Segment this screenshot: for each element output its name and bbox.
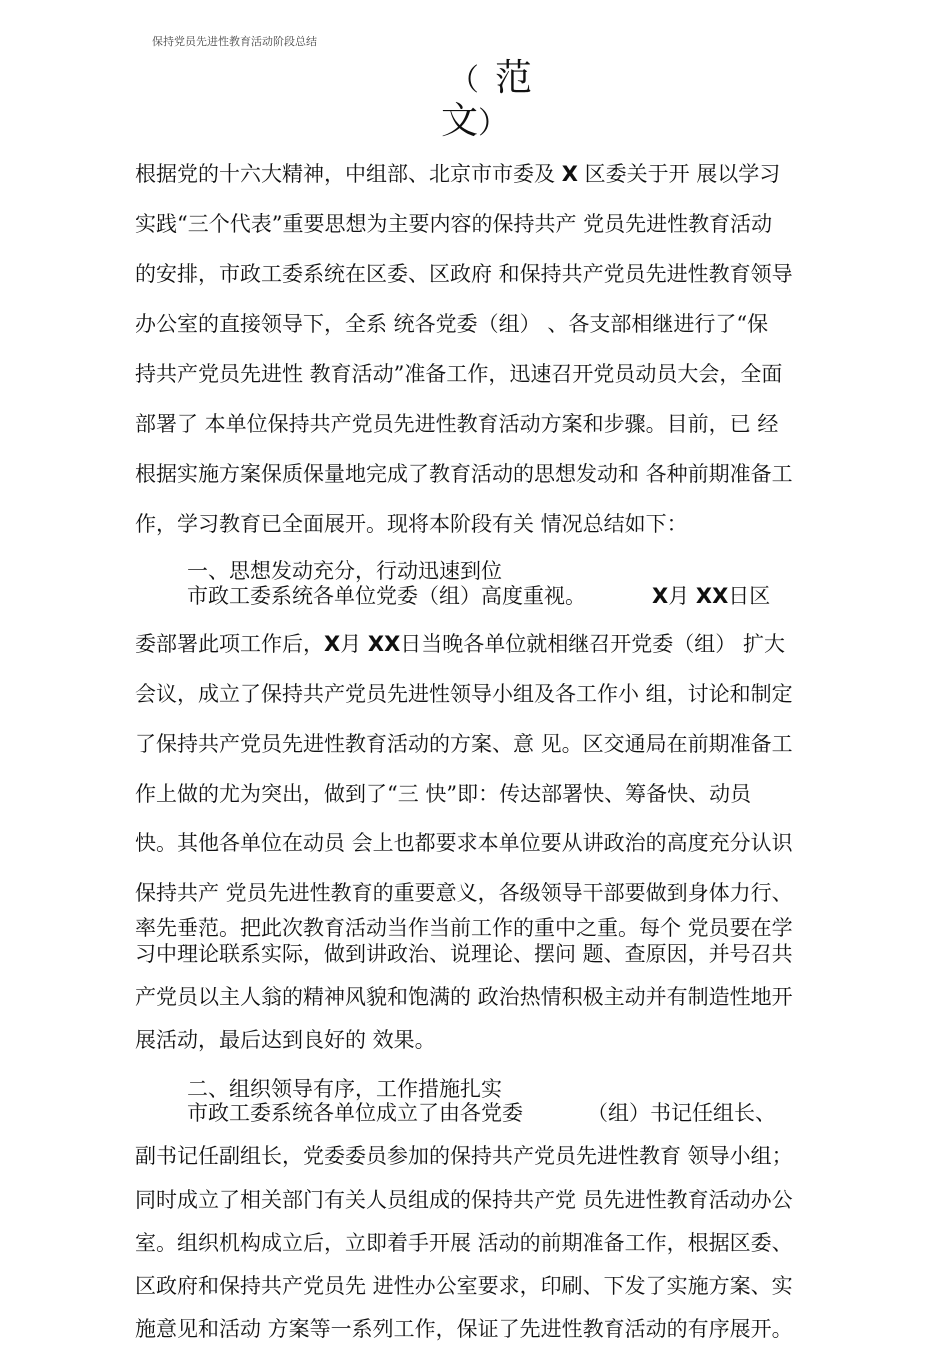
body-line: 作，学习教育已全面展开。现将本阶段有关 情况总结如下：: [135, 512, 688, 536]
title-close-paren: ）: [478, 106, 508, 141]
body-line: 部署了 本单位保持共产党员先进性教育活动方案和步骤。目前，已 经: [135, 412, 779, 436]
body-line: 了保持共产党员先进性教育活动的方案、意 见。区交通局在前期准备工: [135, 732, 793, 756]
body-line: 实践“三个代表”重要思想为主要内容的保持共产 党员先进性教育活动: [135, 212, 773, 236]
body-line: 持共产党员先进性 教育活动”准备工作，迅速召开党员动员大会，全面: [135, 362, 783, 386]
text-run: 月: [668, 584, 696, 608]
body-line: 作上做的尤为突出，做到了“三 快”即：传达部署快、筹备快、动员: [135, 782, 752, 806]
placeholder-xx: XX: [695, 584, 729, 608]
placeholder-xx: XX: [367, 632, 401, 656]
body-line: 副书记任副组长，党委委员参加的保持共产党员先进性教育 领导小组；: [135, 1144, 793, 1168]
body-line: 施意见和活动 方案等一系列工作，保证了先进性教育活动的有序展开。: [135, 1317, 793, 1341]
page-header: 保持党员先进性教育活动阶段总结: [152, 35, 317, 48]
body-line: [187, 1099, 776, 1127]
body-line: 根据实施方案保质保量地完成了教育活动的思想发动和 各种前期准备工: [135, 462, 793, 486]
body-line: 同时成立了相关部门有关人员组成的保持共产党 员先进性教育活动办公: [135, 1188, 793, 1212]
placeholder-x: X: [324, 632, 341, 656]
body-line: 的安排，市政工委系统在区委、区政府 和保持共产党员先进性教育领导: [135, 262, 793, 286]
placeholder-x: X: [652, 584, 669, 608]
text-run: 月: [340, 632, 368, 656]
body-line: 办公室的直接领导下，全系 统各党委（组） 、各支部相继进行了“保: [135, 312, 769, 336]
text-run: 市政工委系统各单位成立了由各党委: [187, 1101, 523, 1125]
body-line: 习中理论联系实际，做到讲政治、说理论、摆问 题、查原因，并号召共: [135, 942, 793, 966]
text-run: 根据党的十六大精神，中组部、北京市市委及: [135, 162, 562, 186]
section-heading-1: 一、思想发动充分，行动迅速到位: [187, 559, 502, 583]
title-line-1: [449, 56, 532, 103]
text-run: 市政工委系统各单位党委（组）高度重视。: [187, 584, 586, 608]
body-line: 产党员以主人翁的精神风貌和饱满的 政治热情积极主动并有制造性地开: [135, 985, 793, 1009]
text-run: 日当晚各单位就相继召开党委（组） 扩大: [400, 632, 785, 656]
section-heading-2: 二、组织领导有序，工作措施扎实: [187, 1077, 502, 1101]
body-line: 展活动，最后达到良好的 效果。: [135, 1028, 436, 1052]
title-char-1: 范: [495, 56, 532, 99]
body-line: [135, 630, 785, 658]
text-run: （组）书记任组长、: [587, 1101, 776, 1125]
placeholder-x: X: [561, 162, 578, 186]
text-run: 日区: [728, 584, 771, 608]
body-line: 快。其他各单位在动员 会上也都要求本单位要从讲政治的高度充分认识: [135, 831, 793, 855]
text-run: 区委关于开 展以学习: [577, 162, 781, 186]
body-line: 会议，成立了保持共产党员先进性领导小组及各工作小 组，讨论和制定: [135, 682, 793, 706]
title-char-2: 文: [441, 99, 478, 142]
body-line: [135, 160, 780, 188]
title-line-2: [441, 99, 508, 146]
text-run: 委部署此项工作后，: [135, 632, 324, 656]
body-line: 室。组织机构成立后，立即着手开展 活动的前期准备工作，根据区委、: [135, 1231, 793, 1255]
title-open-paren: （: [449, 63, 479, 98]
body-line: [187, 582, 770, 610]
body-line: 区政府和保持共产党员先 进性办公室要求，印刷、下发了实施方案、实: [135, 1274, 793, 1298]
body-line: 率先垂范。把此次教育活动当作当前工作的重中之重。每个 党员要在学: [135, 916, 793, 940]
body-line: 保持共产 党员先进性教育的重要意义，各级领导干部要做到身体力行、: [135, 881, 793, 905]
